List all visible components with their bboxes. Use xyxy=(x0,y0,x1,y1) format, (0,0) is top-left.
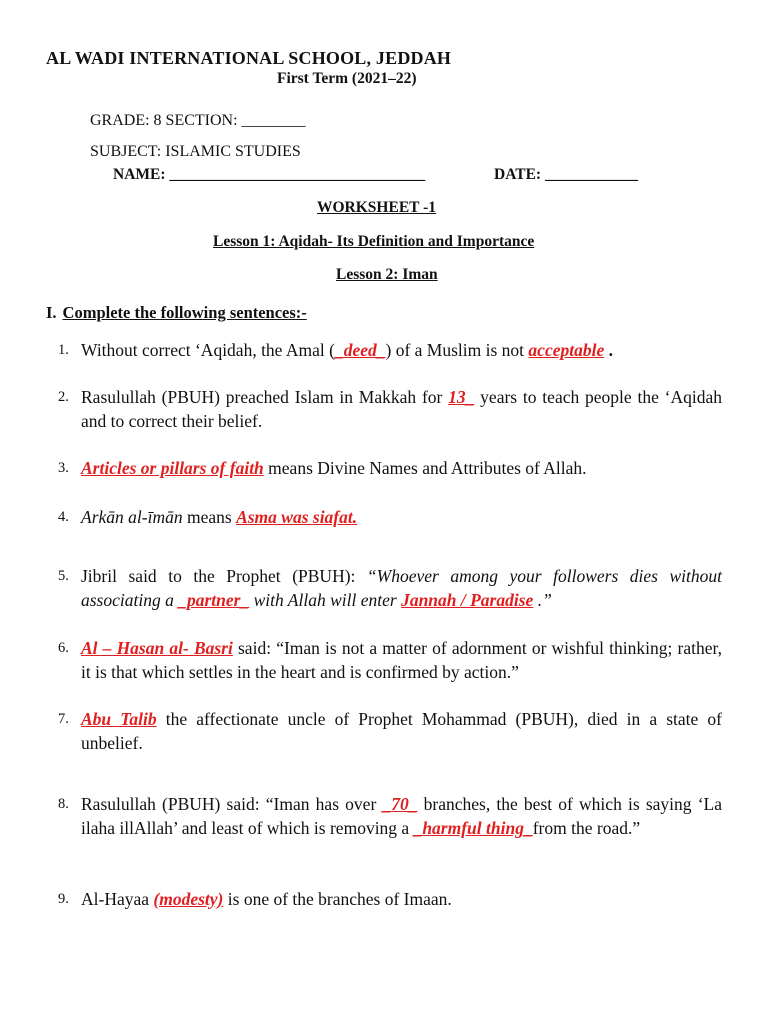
lesson-1-title: Lesson 1: Aqidah- Its Definition and Importance xyxy=(213,233,535,250)
subject-line: SUBJECT: ISLAMIC STUDIES xyxy=(90,143,301,160)
question-text: branches, the best of which is saying ‘La ilaha illAllah’ and least of which is removing a xyxy=(81,794,722,838)
answer-text: Asma was siafat. xyxy=(236,507,358,527)
question-number: 7. xyxy=(58,711,69,727)
section-title: Complete the following sentences:- xyxy=(62,303,307,322)
question-1 xyxy=(58,338,722,362)
question-number: 6. xyxy=(58,640,69,656)
question-text: Al-Hayaa xyxy=(81,889,154,909)
question-text: . xyxy=(604,340,613,360)
question-text: “Whoever among your followers dies without associating a xyxy=(81,566,723,610)
question-text: Without correct ‘Aqidah, the Amal ( xyxy=(81,340,335,360)
answer-text: (modesty) xyxy=(153,889,224,909)
question-number: 1. xyxy=(58,342,69,358)
answer-text: Articles or pillars of faith xyxy=(81,458,264,478)
question-text: from the road.” xyxy=(532,818,641,838)
question-number: 8. xyxy=(58,796,69,812)
question-6 xyxy=(58,636,722,684)
term-label: First Term (2021–22) xyxy=(277,70,417,87)
question-9 xyxy=(58,887,722,911)
section-numeral: I. xyxy=(46,303,57,322)
question-8 xyxy=(58,792,722,840)
question-text: Rasulullah (PBUH) preached Islam in Makkah for xyxy=(81,387,449,407)
question-text: the affectionate uncle of Prophet Mohammad (PBUH), died in a state of unbelief. xyxy=(81,709,722,753)
answer-text: _partner_ xyxy=(178,590,250,610)
question-3 xyxy=(58,456,722,480)
school-name: AL WADI INTERNATIONAL SCHOOL, JEDDAH xyxy=(46,48,452,68)
grade-section-line: GRADE: 8 SECTION: ________ xyxy=(90,112,306,129)
date-field: DATE: ____________ xyxy=(494,166,638,183)
question-text: is one of the branches of Imaan. xyxy=(223,889,452,909)
question-text: Rasulullah (PBUH) said: “Iman has over xyxy=(81,794,383,814)
question-text: means xyxy=(182,507,237,527)
answer-text: _70_ xyxy=(382,794,418,814)
answer-text: _deed_ xyxy=(334,340,386,360)
question-text: means Divine Names and Attributes of Allah. xyxy=(263,458,587,478)
question-text: years to teach people the ‘Aqidah and to correct their belief. xyxy=(81,387,722,431)
question-number: 2. xyxy=(58,389,69,405)
section-heading xyxy=(46,303,307,323)
answer-text: acceptable xyxy=(528,340,605,360)
question-number: 9. xyxy=(58,891,69,907)
answer-text: Abu Talib xyxy=(81,709,157,729)
question-7 xyxy=(58,707,722,755)
question-text: .” xyxy=(533,590,552,610)
answer-text: _harmful thing_ xyxy=(413,818,533,838)
question-5 xyxy=(58,564,722,612)
question-2 xyxy=(58,385,722,433)
question-4 xyxy=(58,505,722,529)
name-field: NAME: _________________________________ xyxy=(113,166,426,183)
question-number: 3. xyxy=(58,460,69,476)
question-text: Jibril said to the Prophet (PBUH): xyxy=(81,566,367,586)
question-text: said: “Iman is not a matter of adornment or wishful thinking; rather, it is that which settles in the heart and is confirmed by action.” xyxy=(81,638,722,682)
answer-text: 13_ xyxy=(448,387,475,407)
lesson-2-title: Lesson 2: Iman xyxy=(336,266,438,283)
answer-text: Jannah / Paradise xyxy=(401,590,534,610)
question-text: Arkān al-īmān xyxy=(81,507,183,527)
question-number: 5. xyxy=(58,568,69,584)
question-number: 4. xyxy=(58,509,69,525)
answer-text: Al – Hasan al- Basri xyxy=(81,638,233,658)
question-text: ) of a Muslim is not xyxy=(385,340,529,360)
worksheet-title: WORKSHEET -1 xyxy=(317,199,437,216)
question-text: with Allah will enter xyxy=(249,590,402,610)
